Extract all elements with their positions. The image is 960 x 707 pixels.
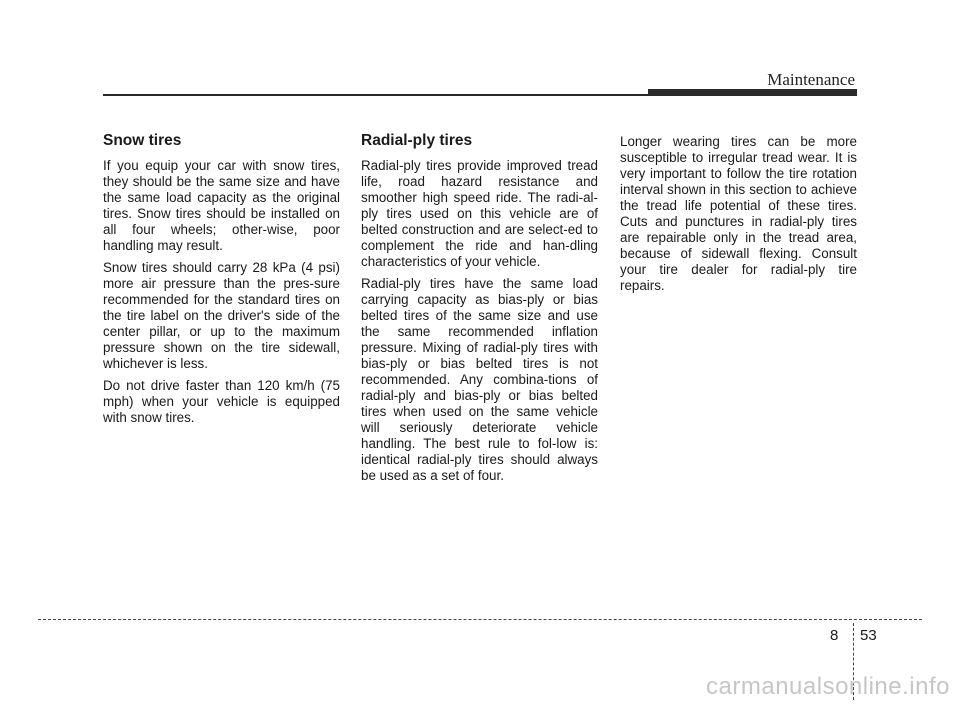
snow-tires-heading: Snow tires <box>103 132 182 149</box>
radial-ply-section <box>361 132 598 490</box>
snow-tires-paragraph: Snow tires should carry 28 kPa (4 psi) more air pressure than the pres-sure recommended for the standard tires on the tire label on the driver's side of the center pillar, or up to the maximum pressure shown on the tire sidewall, whichever is less. <box>103 260 340 371</box>
page-number: 53 <box>860 627 877 644</box>
page-header-title: Maintenance <box>767 70 855 89</box>
radial-ply-heading: Radial-ply tires <box>361 132 473 149</box>
snow-tires-paragraph: Do not drive faster than 120 km/h (75 mph) when your vehicle is equipped with snow tires. <box>103 378 340 425</box>
tire-wear-section <box>620 134 857 300</box>
radial-ply-paragraph: Radial-ply tires have the same load carrying capacity as bias-ply or bias belted tires of the same size and use the same recommended inflation pressure. Mixing of radial-ply tires with bias-ply or bias belted tires is not recommended. Any combina-tions of radial-ply and bias-ply or bias belted tires when used on the same vehicle will seriously deteriorate vehicle handling. The best rule to fol-low is: identical radial-ply tires should always be used as a set of four. <box>361 276 598 483</box>
header-rule-thin <box>103 94 648 96</box>
chapter-number: 8 <box>830 627 839 644</box>
snow-tires-paragraph: If you equip your car with snow tires, they should be the same size and have the same load capacity as the original tires. Snow tires should be installed on all four wheels; other-wise, poor handling may result. <box>103 158 340 253</box>
radial-ply-paragraph: Radial-ply tires provide improved tread life, road hazard resistance and smoother high speed ride. The radi-al-ply tires used on this vehicle are of belted construction and are select-ed to complement the ride and han-dling characteristics of your vehicle. <box>361 158 598 269</box>
header-rule-thick <box>648 89 857 96</box>
watermark: carmanualsonline.info <box>706 673 950 700</box>
footer-dashed-rule <box>38 619 922 620</box>
tire-wear-paragraph: Longer wearing tires can be more susceptible to irregular tread wear. It is very important to follow the tire rotation interval shown in this section to achieve the tread life potential of these tires. Cuts and punctures in radial-ply tires are repairable only in the tread area, because of sidewall flexing. Consult your tire dealer for radial-ply tire repairs. <box>620 134 857 293</box>
snow-tires-section <box>103 132 340 432</box>
